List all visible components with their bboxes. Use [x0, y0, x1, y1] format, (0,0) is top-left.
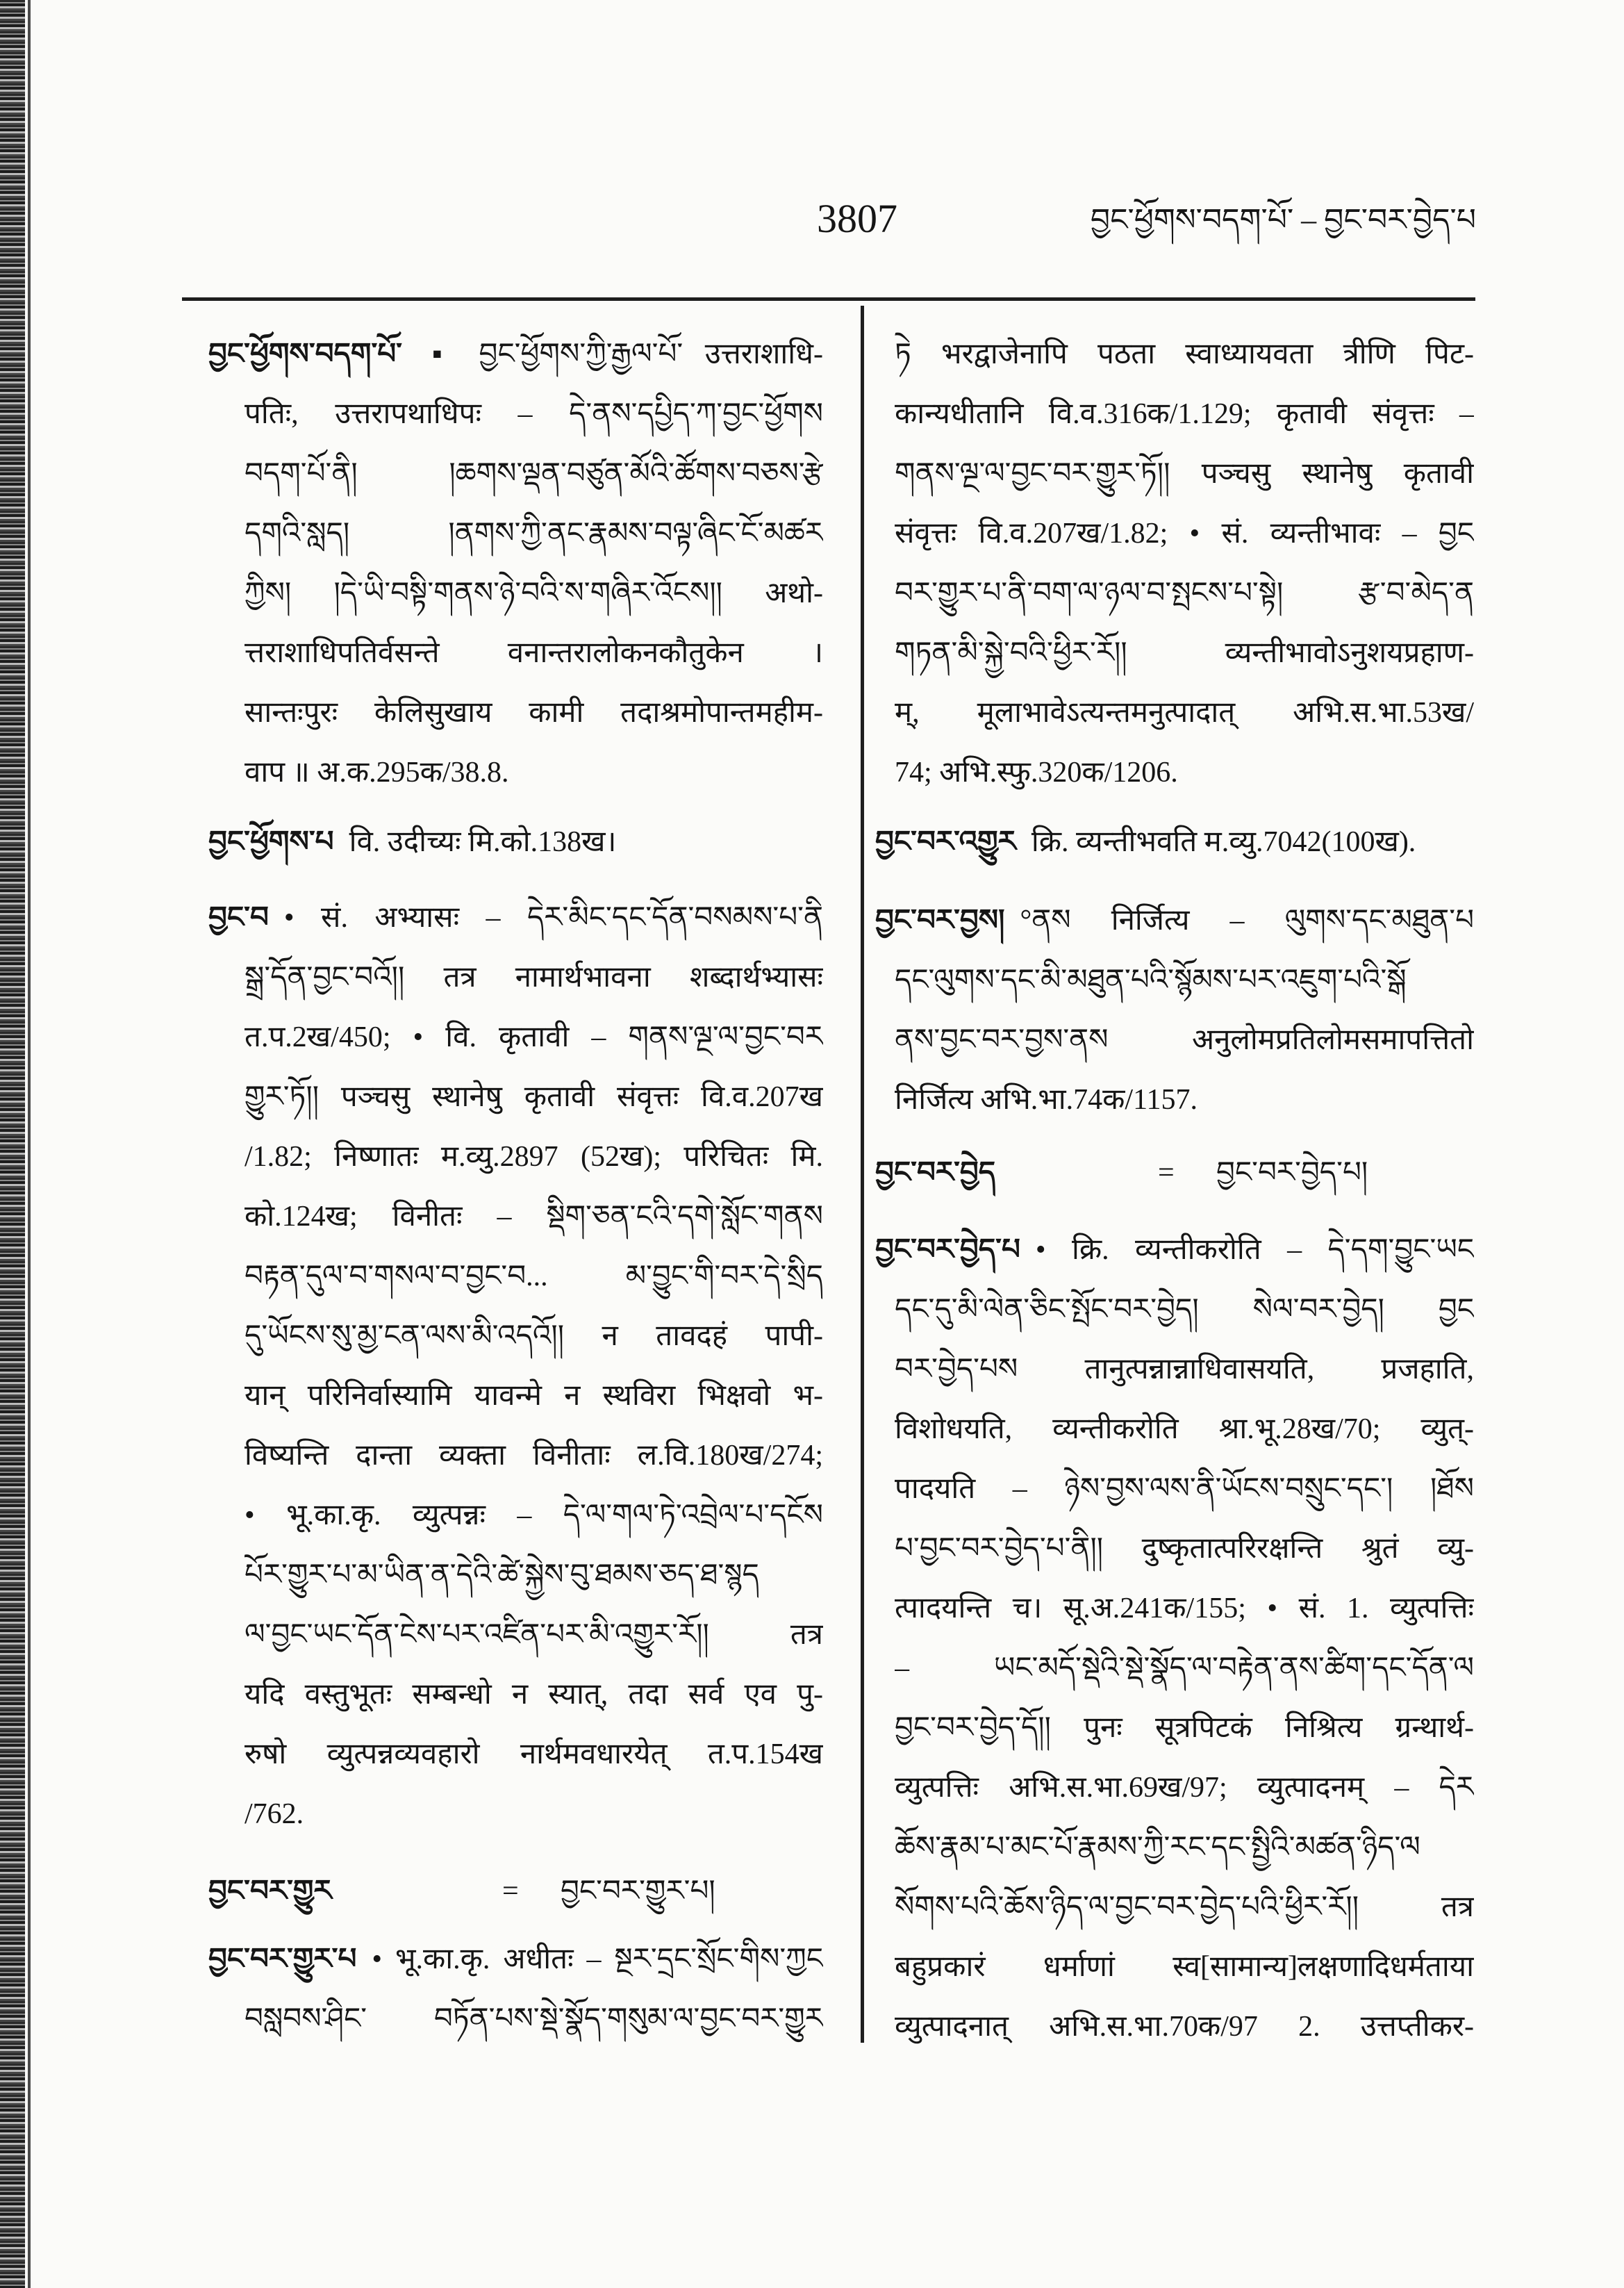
entry-line: वाप ॥ अ.क.295क/38.8.	[245, 757, 509, 789]
headword: བྱང་བར་བྱེད་པ	[875, 1234, 1020, 1266]
entry-line: བར་གྱུར་པ་ནི་བག་ལ་ཉལ་བ་སྤངས་པ་སྟེ། རྩ་བ་མེད་ན	[895, 577, 1474, 609]
dictionary-entry	[208, 888, 823, 1844]
dictionary-entry	[875, 891, 1474, 1130]
entry-line: व्युत्पादनात् अभि.स.भा.70क/97 2. उत्तप्तीकर-	[895, 2011, 1474, 2043]
cross-reference-line	[875, 1143, 1474, 1203]
headword: བྱང་བར་གྱུར་པ	[208, 1943, 357, 1975]
definition-text: • सं. अभ्यासः – དེར་མིང་དང་དོན་བསམས་པ་ནི	[283, 902, 823, 934]
dictionary-entry	[208, 324, 823, 803]
cross-reference-entry	[208, 1861, 823, 1921]
entry-first-line	[208, 324, 823, 384]
entry-line: བྱང་བར་བྱེད་དོ།། पुनः सूत्रपिटकं निश्रित्य ग्रन्थार्थ-	[895, 1712, 1474, 1744]
entry-line: 74; अभि.स्फु.320क/1206.	[895, 757, 1178, 789]
headword: བྱང་ཕྱོགས་བདག་པོ་	[208, 338, 403, 370]
column-divider	[861, 306, 864, 2043]
dictionary-entry	[208, 812, 823, 872]
entry-line: སོགས་པའི་ཆོས་ཉིད་ལ་བྱང་བར་བྱེད་པའི་ཕྱིར་རོ།། तत्र	[895, 1891, 1474, 1923]
entry-line: དགའི་སླད། །ནགས་ཀྱི་ནང་རྣམས་བལྟ་ཞིང་ངོ་མཚར	[245, 518, 823, 550]
headword: བྱང་བར་བྱས།	[875, 905, 1005, 937]
entry-line: པ་བྱང་བར་བྱེད་པ་ནི།། दुष्कृतात्परिरक्षन्ति श्रुतं व्यु-	[895, 1533, 1474, 1565]
entry-line: བར་བྱེད་པས तानुत्पन्नान्नाधिवासयति, प्रजहाति,	[895, 1353, 1474, 1385]
definition-text: • भू.का.कृ. अधीतः – སྔར་དྲང་སྲོང་གིས་ཀྱང	[372, 1943, 823, 1975]
entry-line: त.प.2ख/450; • वि. कृतावी – གནས་ལྔ་ལ་བྱང་བར	[245, 1021, 823, 1053]
entry-line: विष्यन्ति दान्ता व्यक्ता विनीताः ल.वि.180ख/274;	[245, 1440, 823, 1472]
entry-line: म्, मूलाभावेऽत्यन्तमनुत्पादात् अभि.स.भा.53ख/	[895, 697, 1474, 729]
entry-line: ནས་བྱང་བར་བྱས་ནས अनुलोमप्रतिलोमसमापत्तितो	[895, 1024, 1474, 1056]
definition-text: • क्रि. व्यन्तीकरोति – དེ་དག་བྱུང་ཡང	[1035, 1234, 1474, 1266]
entry-first-line	[875, 891, 1474, 950]
headword: བྱང་བར་བྱེད	[875, 1157, 996, 1189]
running-head: བྱང་ཕྱོགས་བདག་པོ་ – བྱང་བར་བྱེད་པ	[1090, 203, 1476, 237]
entry-line: སྒྲ་དོན་བྱང་བའོ།། तत्र नामार्थभावना शब्दार्थभ्यासः	[245, 962, 823, 994]
entry-line: विशोधयति, व्यन्तीकरोति श्रा.भू.28ख/70; व्युत्-	[895, 1413, 1474, 1445]
entry-line: यदि वस्तुभूतः सम्बन्धो न स्यात्, तदा सर्व एव पु-	[245, 1679, 823, 1711]
entry-line: व्युत्पत्तिः अभि.स.भा.69ख/97; व्युत्पादनम् – དེར	[895, 1772, 1474, 1804]
entry-line: གྱུར་ཏོ།། पञ्चसु स्थानेषु कृतावी संवृत्तः वि.व.207ख	[245, 1081, 823, 1113]
entry-line: ཏེ भरद्वाजेनापि पठता स्वाध्यायवता त्रीणि पिट-	[895, 338, 1474, 370]
entry-line: पतिः, उत्तरापथाधिपः – དེ་ནས་དཔྱིད་ཀ་བྱང་ཕྱོགས	[245, 398, 823, 430]
entry-line: सान्तःपुरः केलिसुखाय कामी तदाश्रमोपान्तमहीम-	[245, 697, 823, 729]
entry-line: /762.	[245, 1798, 304, 1830]
dictionary-entry	[208, 1929, 823, 2049]
cross-reference-target: བྱང་བར་གྱུར་པ།	[561, 1875, 715, 1907]
entry-line: • भू.का.कृ. व्युत्पन्नः – དེ་ལ་གལ་ཏེ་འབྲེལ་པ་དངོས	[245, 1499, 823, 1531]
entry-line: བརྟན་དུལ་བ་གསལ་བ་བྱང་བ... མ་བྱུང་གི་བར་དེ་སྲིད	[245, 1260, 823, 1292]
entry-line: बहुप्रकारं धर्माणां स्व[सामान्य]लक्षणादिधर्मताया	[895, 1951, 1474, 1983]
definition-text: ▪ བྱང་ཕྱོགས་ཀྱི་རྒྱལ་པོ་ उत्तराशाधि-	[417, 338, 823, 370]
entry-line: གནས་ལྔ་ལ་བྱང་བར་གྱུར་ཏོ།། पञ्चसु स्थानेषु कृतावी	[895, 458, 1474, 490]
header-rule	[182, 297, 1475, 301]
dictionary-entry	[875, 1220, 1474, 2057]
entry-line: གཏན་མི་སྐྱེ་བའི་ཕྱིར་རོ།། व्यन्तीभावोऽनुशयप्रहाण-	[895, 637, 1474, 669]
entry-line: पादयति – ཉེས་བྱས་ལས་ནི་ཡོངས་བསྲུང་དང་། །ཐོས	[895, 1473, 1474, 1505]
continued-entry	[875, 324, 1474, 803]
entry-first-line	[875, 1220, 1474, 1280]
entry-line: བདག་པོ་ནི། །ཆགས་ལྡན་བཙུན་མོའི་ཚོགས་བཅས་རྩེ	[245, 458, 823, 490]
entry-line: संवृत्तः वि.व.207ख/1.82; • सं. व्यन्तीभावः – བྱང	[895, 518, 1474, 550]
entry-line: त्पादयन्ति च। सू.अ.241क/155; • सं. 1. व्युत्पत्तिः	[895, 1592, 1474, 1624]
cross-reference-target: བྱང་བར་བྱེད་པ།	[1216, 1157, 1368, 1189]
definition-text: वि. उदीच्यः मि.को.138ख।	[349, 826, 617, 858]
entry-line: བསླབས་ཤིང་ བཏོན་པས་སྡེ་སྣོད་གསུམ་ལ་བྱང་བར་གྱུར	[245, 2003, 823, 2035]
entry-line: – ཡང་མདོ་སྡེའི་སྡེ་སྣོད་ལ་བརྟེན་ནས་ཚིག་དང་དོན་ལ	[895, 1652, 1474, 1684]
cross-reference-entry	[875, 1143, 1474, 1203]
definition-text: °ནས निर्जित्य – ལུགས་དང་མཐུན་པ	[1020, 905, 1474, 937]
entry-first-line	[208, 812, 823, 872]
entry-line: /1.82; निष्णातः म.व्यु.2897 (52ख); परिचितः मि.	[245, 1141, 823, 1173]
equals-sign: =	[502, 1875, 519, 1907]
entry-first-line	[875, 812, 1474, 872]
entry-line: निर्जित्य अभि.भा.74क/1157.	[895, 1084, 1198, 1116]
binding-edge	[0, 0, 25, 2288]
headword: བྱང་ཕྱོགས་པ	[208, 826, 334, 858]
headword: བྱང་བར་གྱུར	[208, 1875, 332, 1907]
entry-line: कान्यधीतानि वि.व.316क/1.129; कृतावी संवृत्तः –	[895, 398, 1474, 430]
headword: བྱང་བ	[208, 902, 269, 934]
entry-first-line	[208, 1929, 823, 1989]
entry-line: त्तराशाधिपतिर्वसन्ते वनान्तरालोकनकौतुकेन ।	[245, 637, 823, 669]
entry-line: དུ་ཡོངས་སུ་མྱ་ངན་ལས་མི་འདའོ།། न तावदहं पापी-	[245, 1320, 823, 1352]
binding-shadow-line	[28, 0, 31, 2288]
entry-line: དང་ལུགས་དང་མི་མཐུན་པའི་སྙོམས་པར་འཇུག་པའི་སྒོ	[895, 964, 1407, 996]
cross-reference-line	[208, 1861, 823, 1921]
entry-line: ཆོས་རྣམ་པ་མང་པོ་རྣམས་ཀྱི་རང་དང་སྤྱིའི་མཚན་ཉིད་ལ	[895, 1832, 1420, 1863]
entry-line: པོར་གྱུར་པ་མ་ཡིན་ན་དེའི་ཚེ་སྐྱེས་བུ་ཐམས་ཅད་ཐ་སྙད	[245, 1559, 759, 1591]
entry-line: को.124ख; विनीतः – སྡིག་ཅན་ངའི་དགེ་སློང་གནས	[245, 1201, 823, 1233]
dictionary-entry	[875, 812, 1474, 872]
entry-line: रुषो व्युत्पन्नव्यवहारो नार्थमवधारयेत् त.प.154ख	[245, 1738, 823, 1770]
entry-line: དང་དུ་མི་ལེན་ཅིང་སྤོང་བར་བྱེད། སེལ་བར་བྱེད། བྱང	[895, 1294, 1474, 1326]
entry-line: यान् परिनिर्वास्यामि यावन्मे न स्थविरा भिक्षवो भ-	[245, 1380, 823, 1412]
page-number: 3807	[817, 196, 897, 241]
headword: བྱང་བར་འགྱུར	[875, 826, 1016, 858]
definition-text: क्रि. व्यन्तीभवति म.व्यु.7042(100ख).	[1031, 826, 1416, 858]
entry-line: ཀྱིས། །དེ་ཡི་བསྟི་གནས་ཉེ་བའི་ས་གཞིར་འོངས།། अथो-	[245, 577, 823, 609]
entry-first-line	[208, 888, 823, 948]
entry-line: ལ་བྱང་ཡང་དོན་ངེས་པར་འཛིན་པར་མི་འགྱུར་རོ།། तत्र	[245, 1619, 823, 1651]
equals-sign: =	[1158, 1157, 1175, 1189]
